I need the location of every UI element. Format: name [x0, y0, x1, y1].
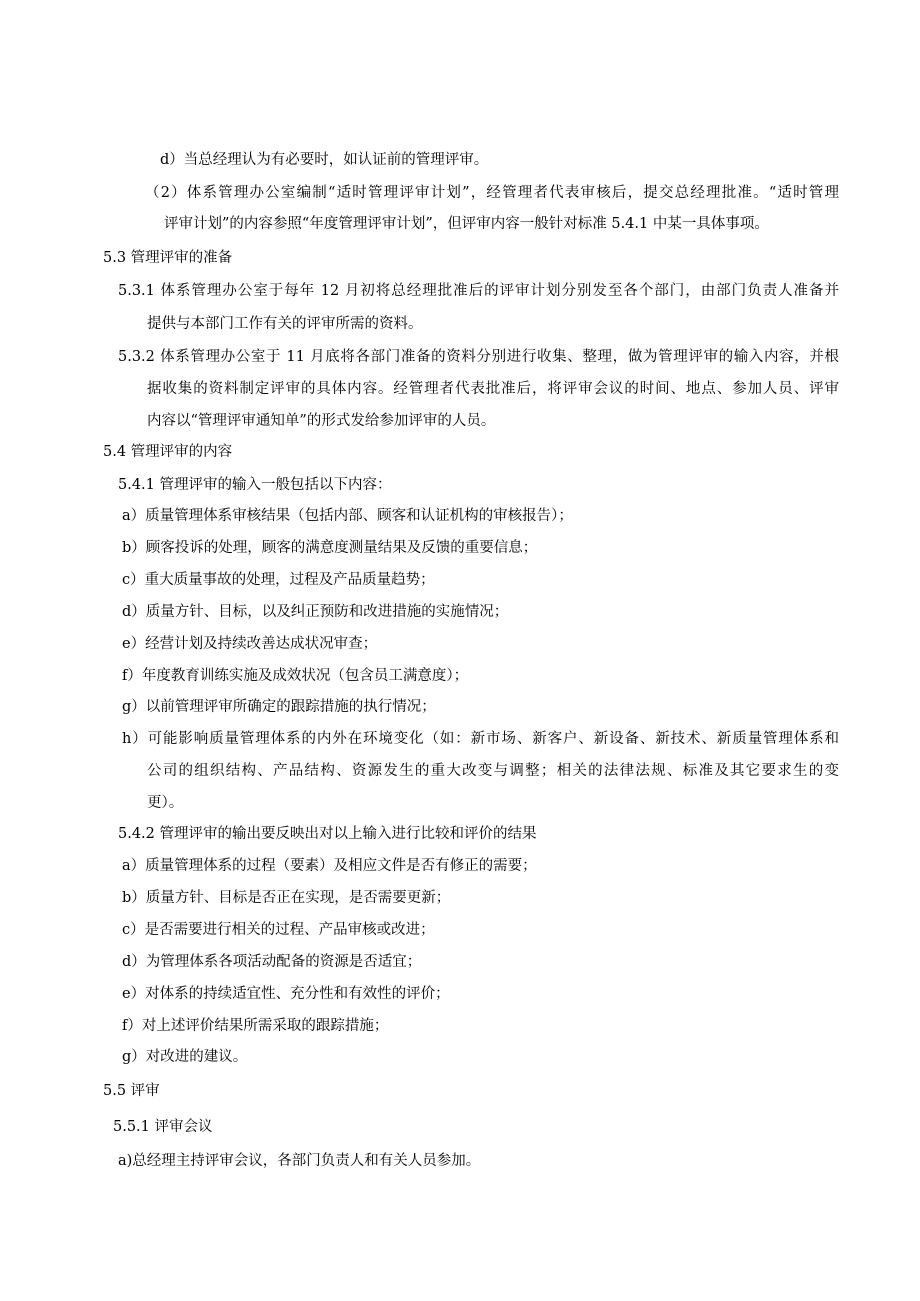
output-item-c: c）是否需要进行相关的过程、产品审核或改进；: [122, 922, 435, 938]
input-item-b: b）顾客投诉的处理，顾客的满意度测量结果及反馈的重要信息；: [122, 540, 538, 556]
input-item-h-line-1: h）可能影响质量管理体系的内外在环境变化（如：新市场、新客户、新设备、新技术、新质量管理体系和: [122, 731, 839, 747]
input-item-h-line-3: 更）。: [147, 795, 184, 811]
input-item-g: g）以前管理评审所确定的跟踪措施的执行情况；: [122, 699, 436, 715]
section-heading-5-5: 5.5 评审: [103, 1083, 160, 1099]
subsection-5-3-1-line-2: 提供与本部门工作有关的评审所需的资料。: [147, 316, 423, 332]
section-heading-5-3: 5.3 管理评审的准备: [103, 250, 233, 266]
subsection-5-4-2: 5.4.2 管理评审的输出要反映出对以上输入进行比较和评价的结果: [118, 826, 537, 842]
subsection-5-3-2-line-2: 据收集的资料制定评审的具体内容。经管理者代表批准后，将评审会议的时间、地点、参加人员、评审: [147, 381, 839, 397]
input-item-h-line-2: 公司的组织结构、产品结构、资源发生的重大改变与调整；相关的法律法规、标准及其它要求生的变: [147, 763, 839, 779]
output-item-e: e）对体系的持续适宜性、充分性和有效性的评价；: [122, 986, 450, 1002]
subsection-5-5-1: 5.5.1 评审会议: [113, 1119, 213, 1135]
output-item-f: f）对上述评价结果所需采取的跟踪措施；: [122, 1018, 389, 1034]
output-item-d: d）为管理体系各项活动配备的资源是否适宜；: [122, 954, 422, 970]
input-item-e: e）经营计划及持续改善达成状况审查；: [122, 636, 378, 652]
paragraph-2-line-1: （2）体系管理办公室编制“适时管理评审计划”，经管理者代表审核后，提交总经理批准。“适时管理: [145, 185, 839, 201]
subsection-5-4-1: 5.4.1 管理评审的输入一般包括以下内容：: [118, 477, 392, 493]
output-item-a: a）质量管理体系的过程（要素）及相应文件是否有修正的需要；: [122, 858, 537, 874]
section-heading-5-4: 5.4 管理评审的内容: [103, 444, 233, 460]
output-item-g: g）对改进的建议。: [122, 1049, 248, 1065]
paragraph-2-line-2: 评审计划”的内容参照“年度管理评审计划”，但评审内容一般针对标准 5.4.1 中某一具体事项。: [164, 216, 769, 232]
subsection-5-3-2-line-1: 5.3.2 体系管理办公室于 11 月底将各部门准备的资料分别进行收集、整理，做为管理评审的输入内容，并根: [118, 349, 839, 365]
input-item-a: a）质量管理体系审核结果（包括内部、顾客和认证机构的审核报告）；: [122, 508, 573, 524]
input-item-c: c）重大质量事故的处理，过程及产品质量趋势；: [122, 572, 435, 588]
subsection-5-3-2-line-3: 内容以“管理评审通知单”的形式发给参加评审的人员。: [147, 413, 496, 429]
output-item-b: b）质量方针、目标是否正在实现，是否需要更新；: [122, 890, 451, 906]
list-item-d-top: d）当总经理认为有必要时，如认证前的管理评审。: [160, 152, 489, 168]
input-item-d: d）质量方针、目标，以及纠正预防和改进措施的实施情况；: [122, 604, 509, 620]
meeting-item-a: a)总经理主持评审会议，各部门负责人和有关人员参加。: [118, 1153, 481, 1169]
input-item-f: f）年度教育训练实施及成效状况（包含员工满意度）；: [122, 668, 469, 684]
subsection-5-3-1-line-1: 5.3.1 体系管理办公室于每年 12 月初将总经理批准后的评审计划分别发至各个部门，由部门负责人准备并: [118, 283, 839, 299]
